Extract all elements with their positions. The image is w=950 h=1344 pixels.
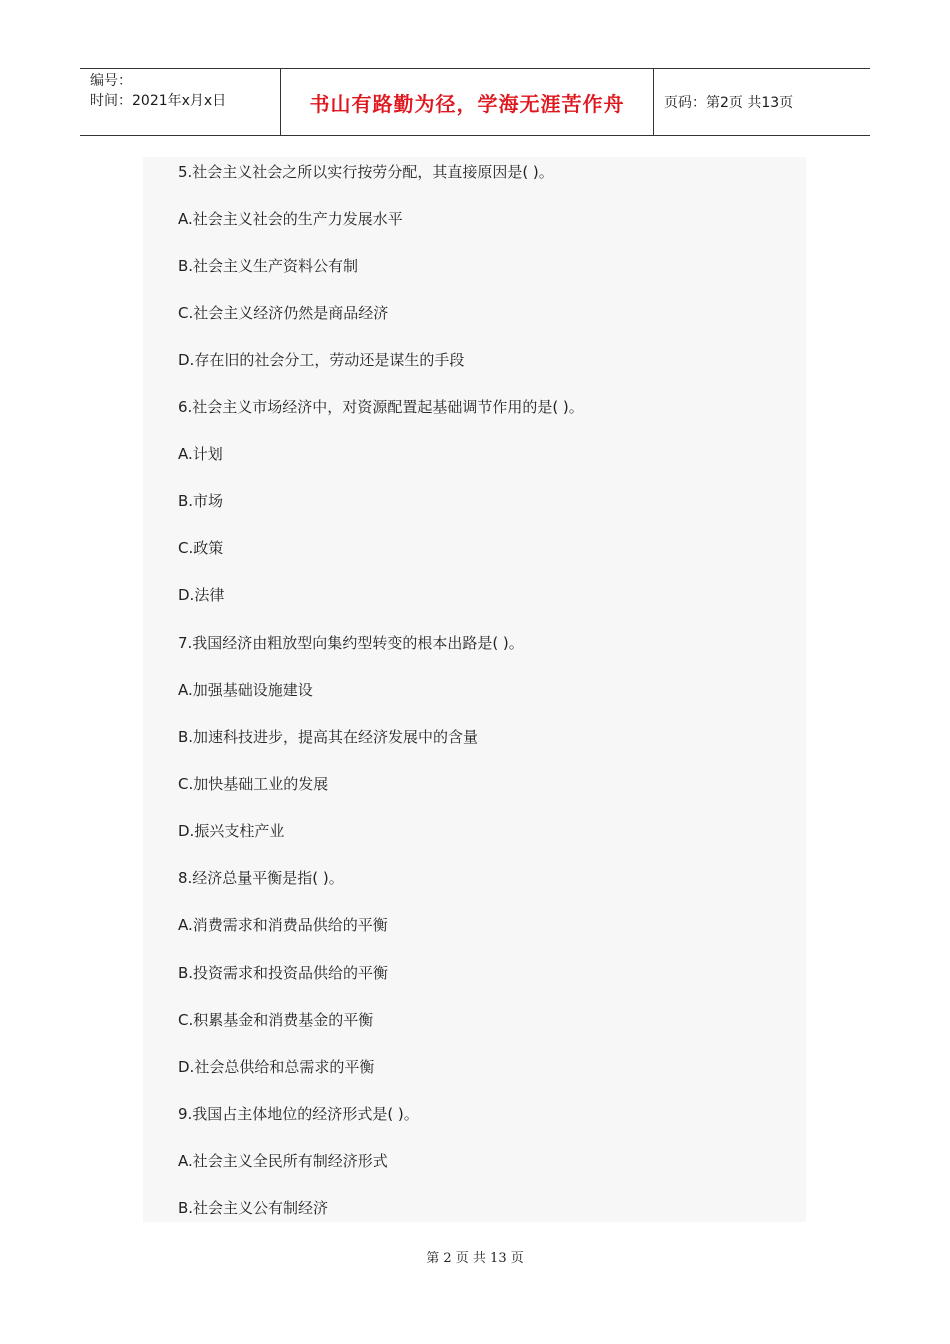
header-motto: 书山有路勤为径，学海无涯苦作舟	[281, 69, 654, 135]
option-6d: D.法律	[178, 586, 225, 604]
time-label: 时间：2021年x月x日	[90, 93, 227, 109]
option-9b: B.社会主义公有制经济	[178, 1199, 329, 1217]
page-footer: 第 2 页 共 13 页	[426, 1251, 524, 1266]
option-6c: C.政策	[178, 539, 224, 557]
header-meta	[80, 69, 281, 135]
option-7c: C.加快基础工业的发展	[178, 775, 329, 793]
option-7d: D.振兴支柱产业	[178, 822, 285, 840]
option-6a: A.计划	[178, 445, 223, 463]
option-7a: A.加强基础设施建设	[178, 681, 313, 699]
page-header	[80, 68, 870, 136]
question-content	[143, 157, 806, 1222]
number-label: 编号：	[90, 73, 132, 89]
option-5d: D.存在旧的社会分工，劳动还是谋生的手段	[178, 351, 465, 369]
question-7: 7.我国经济由粗放型向集约型转变的根本出路是( )。	[178, 634, 524, 652]
header-page-info: 页码：第2页 共13页	[664, 95, 794, 111]
option-8b: B.投资需求和投资品供给的平衡	[178, 964, 389, 982]
option-9a: A.社会主义全民所有制经济形式	[178, 1152, 388, 1170]
option-8a: A.消费需求和消费品供给的平衡	[178, 916, 388, 934]
question-5: 5.社会主义社会之所以实行按劳分配，其直接原因是( )。	[178, 163, 554, 181]
option-5b: B.社会主义生产资料公有制	[178, 257, 359, 275]
option-5a: A.社会主义社会的生产力发展水平	[178, 210, 403, 228]
question-9: 9.我国占主体地位的经济形式是( )。	[178, 1105, 419, 1123]
option-8d: D.社会总供给和总需求的平衡	[178, 1058, 375, 1076]
option-7b: B.加速科技进步，提高其在经济发展中的含量	[178, 728, 479, 746]
question-8: 8.经济总量平衡是指( )。	[178, 869, 344, 887]
question-6: 6.社会主义市场经济中，对资源配置起基础调节作用的是( )。	[178, 398, 584, 416]
option-6b: B.市场	[178, 492, 224, 510]
option-8c: C.积累基金和消费基金的平衡	[178, 1011, 374, 1029]
option-5c: C.社会主义经济仍然是商品经济	[178, 304, 389, 322]
